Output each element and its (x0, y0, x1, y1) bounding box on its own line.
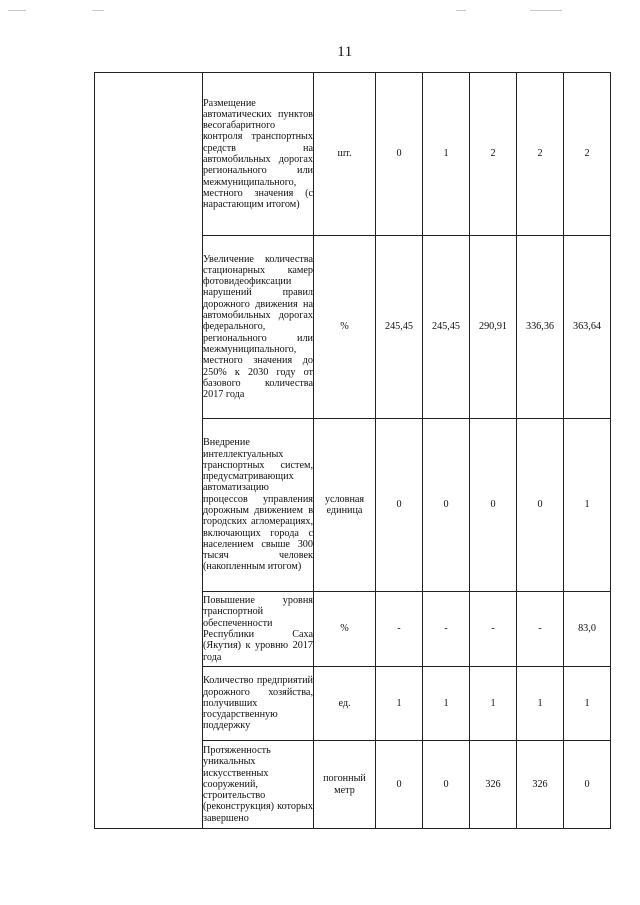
value-cell: 1 (470, 667, 517, 741)
value-cell: 1 (564, 419, 611, 592)
value-cell: 1 (376, 667, 423, 741)
unit-cell: шт. (314, 73, 376, 236)
value-cell: 0 (376, 73, 423, 236)
value-cell: 2 (470, 73, 517, 236)
value-cell: - (470, 592, 517, 667)
value-cell: 0 (564, 741, 611, 829)
value-cell: 1 (517, 667, 564, 741)
value-cell: - (423, 592, 470, 667)
value-cell: 0 (423, 741, 470, 829)
unit-cell: % (314, 236, 376, 419)
value-cell: 245,45 (423, 236, 470, 419)
value-cell: 336,36 (517, 236, 564, 419)
unit-cell: ед. (314, 667, 376, 741)
value-cell: 245,45 (376, 236, 423, 419)
value-cell: 2 (564, 73, 611, 236)
value-cell: - (517, 592, 564, 667)
value-cell: 0 (376, 419, 423, 592)
indicator-name: Протяженность уникальных искусственных сооружений, строительство (реконструкция) которых завершено (203, 741, 314, 829)
value-cell: 0 (423, 419, 470, 592)
table-row (95, 73, 611, 236)
value-cell: 1 (423, 667, 470, 741)
indicator-name: Размещение автоматических пунктов весогабаритного контроля транспортных средств на автомобильных дорогах регионального или межмуниципального, местного значения (с нарастающим итогом) (203, 73, 314, 236)
value-cell: 0 (470, 419, 517, 592)
empty-column-cell (95, 73, 203, 829)
value-cell: 363,64 (564, 236, 611, 419)
value-cell: - (376, 592, 423, 667)
scan-artifacts (0, 10, 640, 16)
value-cell: 0 (517, 419, 564, 592)
value-cell: 290,91 (470, 236, 517, 419)
value-cell: 1 (564, 667, 611, 741)
page-number: 11 (337, 44, 353, 60)
value-cell: 0 (376, 741, 423, 829)
indicator-name: Увеличение количества стационарных камер фотовидеофиксации нарушений правил дорожного движения на автомобильных дорогах федерального, регионального или межмуниципального, местного значения до 250% к 2030 году от базового количества 2017 года (203, 236, 314, 419)
unit-cell: % (314, 592, 376, 667)
indicator-name: Внедрение интеллектуальных транспортных систем, предусматривающих автоматизацию процессов управления дорожным движением в городских агломерациях, включающих города с населением свыше 300 тысяч человек (накопленным итогом) (203, 419, 314, 592)
value-cell: 1 (423, 73, 470, 236)
value-cell: 326 (470, 741, 517, 829)
value-cell: 326 (517, 741, 564, 829)
unit-cell: условная единица (314, 419, 376, 592)
indicator-name: Повышение уровня транспортной обеспеченности Республики Саха (Якутия) к уровню 2017 года (203, 592, 314, 667)
value-cell: 2 (517, 73, 564, 236)
indicator-name: Количество предприятий дорожного хозяйства, получивших государственную поддержку (203, 667, 314, 741)
indicators-table (94, 72, 611, 829)
value-cell: 83,0 (564, 592, 611, 667)
unit-cell: погонный метр (314, 741, 376, 829)
